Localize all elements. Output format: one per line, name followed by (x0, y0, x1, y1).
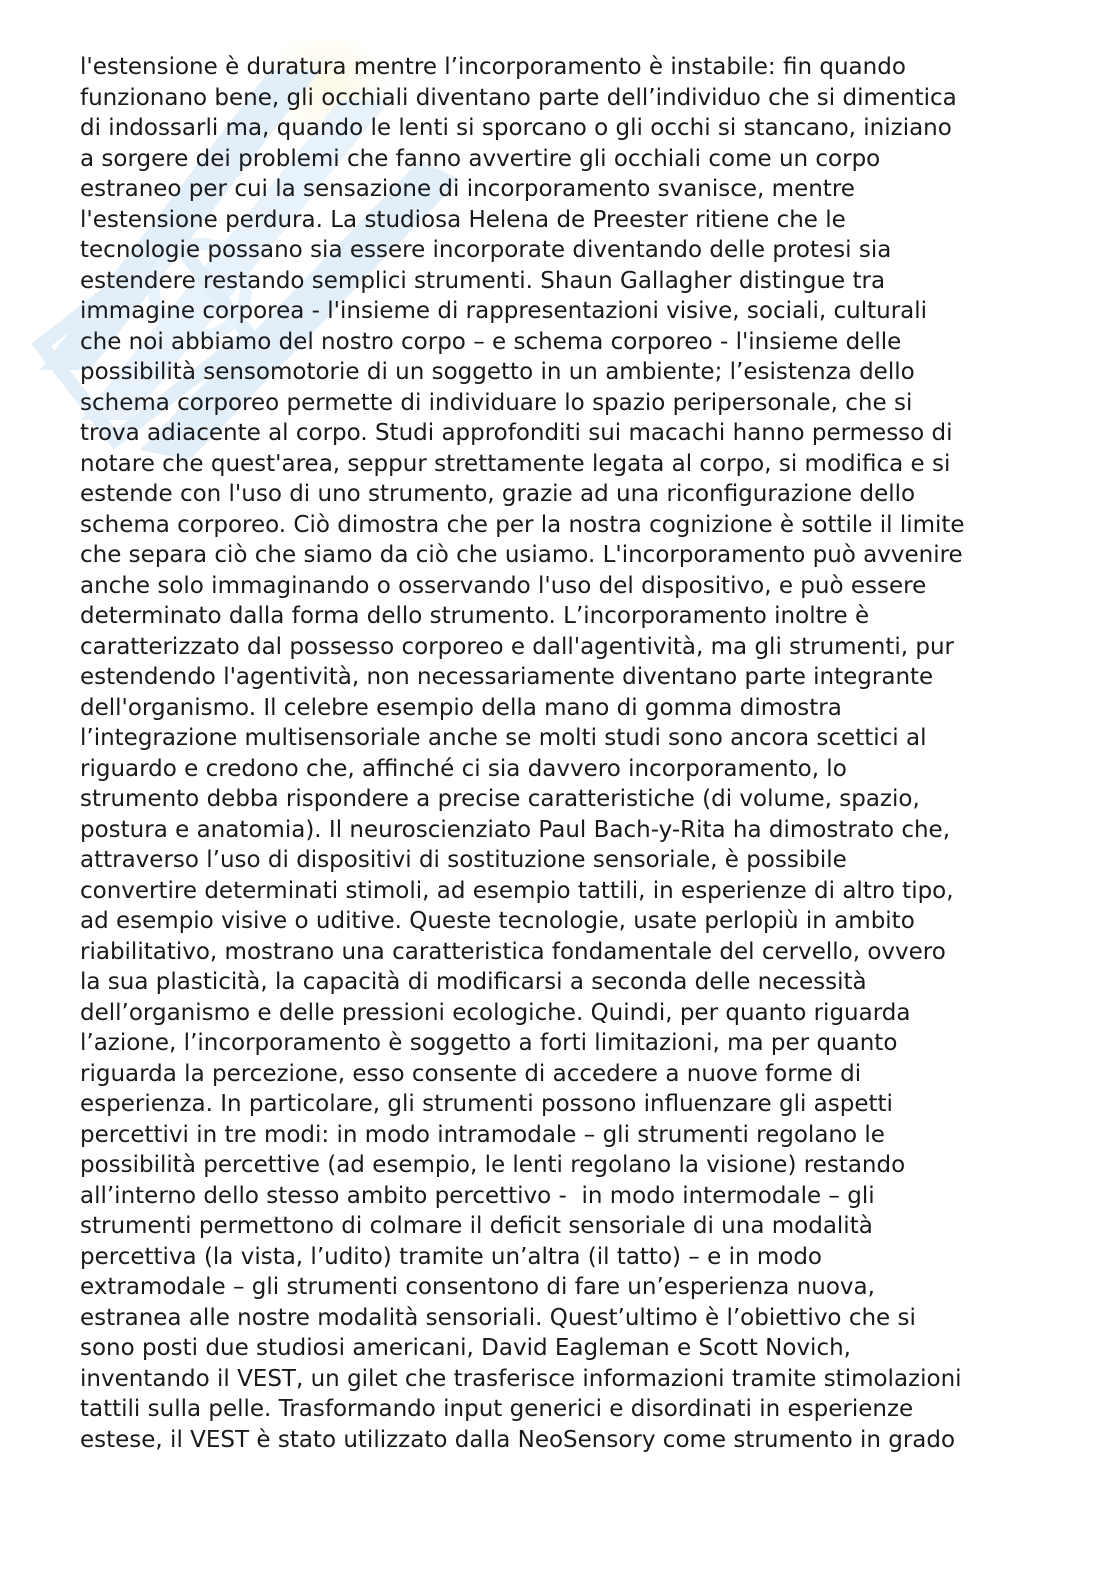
text-line: determinato dalla forma dello strumento. L’incorporamento inoltre è (80, 603, 870, 629)
text-line: estendendo l'agentività, non necessariamente diventano parte integrante (80, 664, 934, 690)
text-line: percettivi in tre modi: in modo intramodale – gli strumenti regolano le (80, 1121, 885, 1148)
text-line: estende con l'uso di uno strumento, grazie ad una riconfigurazione dello (80, 481, 916, 507)
text-line: estraneo per cui la sensazione di incorporamento svanisce, mentre (80, 176, 855, 202)
text-line: dell’organismo e delle pressioni ecologiche. Quindi, per quanto riguarda (80, 999, 911, 1026)
text-line: esperienza. In particolare, gli strumenti possono influenzare gli aspetti (80, 1091, 893, 1117)
text-line: funzionano bene, gli occhiali diventano parte dell’individuo che si dimentica (80, 84, 957, 111)
text-line: immagine corporea - l'insieme di rappresentazioni visive, sociali, culturali (80, 298, 928, 324)
text-line: estendere restando semplici strumenti. Shaun Gallagher distingue tra (80, 267, 886, 294)
text-line: all’interno dello stesso ambito percettivo - in modo intermodale – gli (80, 1182, 875, 1209)
text-line: postura e anatomia). Il neuroscienziato Paul Bach-y-Rita ha dimostrato che, (80, 816, 951, 843)
text-line: schema corporeo permette di individuare lo spazio peripersonale, che si (80, 389, 913, 416)
text-line: dell'organismo. Il celebre esempio della mano di gomma dimostra (80, 694, 842, 721)
text-line: strumento debba rispondere a precise caratteristiche (di volume, spazio, (80, 786, 920, 812)
text-line: possibilità percettive (ad esempio, le lenti regolano la visione) restando (80, 1152, 906, 1178)
text-line: attraverso l’uso di dispositivi di sostituzione sensoriale, è possibile (80, 847, 847, 873)
text-line: estese, il VEST è stato utilizzato dalla NeoSensory come strumento in grado (80, 1426, 956, 1453)
text-line: tattili sulla pelle. Trasformando input generici e disordinati in esperienze (80, 1396, 914, 1422)
text-line: tecnologie possano sia essere incorporate diventando delle protesi sia (80, 237, 892, 263)
text-line: estranea alle nostre modalità sensoriali. Quest’ultimo è l’obiettivo che si (80, 1304, 916, 1331)
text-line: di indossarli ma, quando le lenti si sporcano o gli occhi si stancano, iniziano (80, 115, 952, 141)
text-line: possibilità sensomotorie di un soggetto in un ambiente; l’esistenza dello (80, 359, 915, 385)
text-line: che noi abbiamo del nostro corpo – e schema corporeo - l'insieme delle (80, 328, 902, 355)
text-line: ad esempio visive o uditive. Queste tecnologie, usate perlopiù in ambito (80, 908, 915, 934)
text-line: la sua plasticità, la capacità di modificarsi a seconda delle necessità (80, 969, 867, 995)
text-line: a sorgere dei problemi che fanno avvertire gli occhiali come un corpo (80, 145, 881, 172)
text-line: percettiva (la vista, l’udito) tramite un’altra (il tatto) – e in modo (80, 1243, 823, 1270)
text-line: sono posti due studiosi americani, David Eagleman e Scott Novich, (80, 1335, 851, 1361)
text-line: convertire determinati stimoli, ad esempio tattili, in esperienze di altro tipo, (80, 877, 954, 904)
body-paragraph (80, 52, 1040, 1455)
text-line: anche solo immaginando o osservando l'uso del dispositivo, e può essere (80, 572, 927, 599)
text-line: che separa ciò che siamo da ciò che usiamo. L'incorporamento può avvenire (80, 542, 963, 568)
text-line: l'estensione perdura. La studiosa Helena de Preester ritiene che le (80, 206, 846, 233)
text-line: l’azione, l’incorporamento è soggetto a forti limitazioni, ma per quanto (80, 1030, 898, 1056)
text-line: trova adiacente al corpo. Studi approfonditi sui macachi hanno permesso di (80, 420, 953, 446)
text-line: riabilitativo, mostrano una caratteristica fondamentale del cervello, ovvero (80, 938, 946, 965)
text-line: l’integrazione multisensoriale anche se molti studi sono ancora scettici al (80, 725, 927, 751)
text-line: l'estensione è duratura mentre l’incorporamento è instabile: fin quando (80, 54, 906, 80)
text-line: notare che quest'area, seppur strettamente legata al corpo, si modifica e si (80, 450, 951, 477)
text-line: riguardo e credono che, affinché ci sia davvero incorporamento, lo (80, 755, 847, 782)
text-line: caratterizzato dal possesso corporeo e dall'agentività, ma gli strumenti, pur (80, 633, 954, 660)
text-line: schema corporeo. Ciò dimostra che per la nostra cognizione è sottile il limite (80, 511, 965, 538)
text-line: extramodale – gli strumenti consentono di fare un’esperienza nuova, (80, 1274, 875, 1300)
text-line: riguarda la percezione, esso consente di accedere a nuove forme di (80, 1060, 862, 1087)
text-line: inventando il VEST, un gilet che trasferisce informazioni tramite stimolazioni (80, 1365, 962, 1392)
text-line: strumenti permettono di colmare il deficit sensoriale di una modalità (80, 1213, 873, 1239)
